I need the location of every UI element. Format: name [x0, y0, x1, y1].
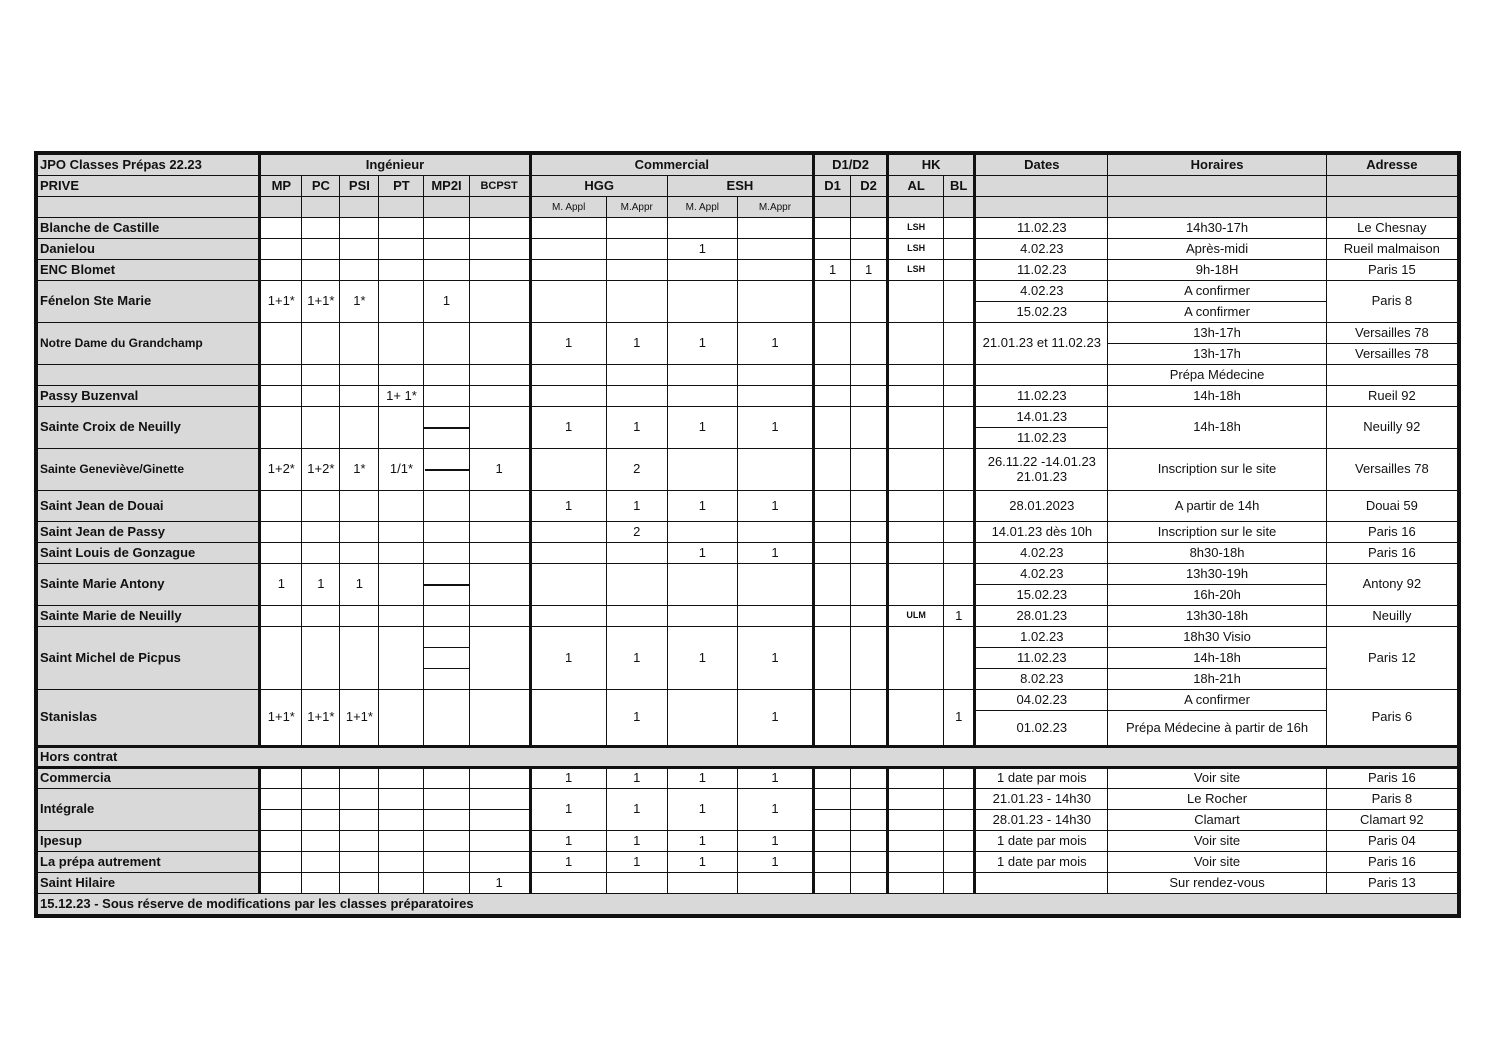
col-hgg-m-appl: M. Appl [530, 197, 606, 218]
school-name: La prépa autrement [38, 852, 260, 873]
table-row [38, 831, 1458, 852]
hours-cell: 13h30-19h [1108, 564, 1326, 585]
hours-cell: 9h-18H [1108, 260, 1326, 281]
sheet-title: JPO Classes Prépas 22.23 [38, 155, 260, 176]
col-al: AL [888, 176, 944, 197]
hours-cell: A confirmer [1108, 281, 1326, 302]
hours-cell: 14h-18h [1108, 386, 1326, 407]
hgg-m-appr-cell: 1 [606, 627, 667, 690]
school-name: Fénelon Ste Marie [38, 281, 260, 323]
bcpst-cell: 1 [469, 873, 530, 894]
hours-cell: 14h-18h [1108, 648, 1326, 669]
hours-cell: A confirmer [1108, 690, 1326, 711]
hours-cell: A partir de 14h [1108, 491, 1326, 522]
col-pt: PT [379, 176, 424, 197]
date-cell: 04.02.23 [975, 690, 1108, 711]
col-hgg-m-appr: M.Appr [606, 197, 667, 218]
school-name: Danielou [38, 239, 260, 260]
address-cell: Douai 59 [1326, 491, 1457, 522]
school-name: Sainte Marie Antony [38, 564, 260, 606]
address-cell: Le Chesnay [1326, 218, 1457, 239]
col-mp: MP [260, 176, 302, 197]
esh-m-appl-cell: 1 [667, 852, 737, 873]
hours-cell: Voir site [1108, 831, 1326, 852]
table-row [38, 606, 1458, 627]
section-row [38, 747, 1458, 768]
table-row [38, 852, 1458, 873]
mp2i-dash [424, 449, 469, 491]
school-name: Blanche de Castille [38, 218, 260, 239]
school-name: Passy Buzenval [38, 386, 260, 407]
esh-m-appr-cell: 1 [737, 852, 813, 873]
address-cell: Rueil 92 [1326, 386, 1457, 407]
hk-al-cell: LSH [888, 260, 944, 281]
hgg-m-appr-cell: 1 [606, 789, 667, 831]
date-cell: 4.02.23 [975, 543, 1108, 564]
date-cell: 1 date par mois [975, 831, 1108, 852]
hours-cell: Inscription sur le site [1108, 449, 1326, 491]
school-name: Sainte Geneviève/Ginette [38, 449, 260, 491]
col-pc: PC [302, 176, 340, 197]
esh-m-appr-cell: 1 [737, 831, 813, 852]
hours-cell: 18h30 Visio [1108, 627, 1326, 648]
address-cell: Paris 16 [1326, 522, 1457, 543]
group-d1d2: D1/D2 [814, 155, 888, 176]
table-row [38, 386, 1458, 407]
address-cell: Paris 16 [1326, 543, 1457, 564]
hours-cell: Voir site [1108, 768, 1326, 789]
table-row [38, 522, 1458, 543]
esh-m-appr-cell: 1 [737, 323, 813, 365]
pc-cell: 1+1* [302, 690, 340, 747]
d2-cell: 1 [851, 260, 888, 281]
mp-cell: 1+2* [260, 449, 302, 491]
school-name: Ipesup [38, 831, 260, 852]
table-row [38, 218, 1458, 239]
table-row [38, 449, 1458, 491]
pc-cell: 1+1* [302, 281, 340, 323]
hours-cell: Sur rendez-vous [1108, 873, 1326, 894]
mp-cell: 1+1* [260, 690, 302, 747]
esh-m-appl-cell: 1 [667, 239, 737, 260]
hk-al-cell: ULM [888, 606, 944, 627]
school-name: Notre Dame du Grandchamp [38, 323, 260, 365]
address-cell: Paris 04 [1326, 831, 1457, 852]
date-cell: 1 date par mois [975, 768, 1108, 789]
bcpst-cell: 1 [469, 449, 530, 491]
date-cell: 8.02.23 [975, 669, 1108, 690]
hours-cell: Voir site [1108, 852, 1326, 873]
hgg-m-appl-cell: 1 [530, 789, 606, 831]
hgg-m-appr-cell: 1 [606, 831, 667, 852]
hgg-m-appl-cell: 1 [530, 831, 606, 852]
table-row [38, 789, 1458, 810]
hgg-m-appr-cell: 1 [606, 852, 667, 873]
date-cell: 28.01.23 - 14h30 [975, 810, 1108, 831]
table-row [38, 768, 1458, 789]
date-cell: 26.11.22 -14.01.23 21.01.23 [975, 449, 1108, 491]
esh-m-appr-cell: 1 [737, 768, 813, 789]
school-name: Commercia [38, 768, 260, 789]
table-row [38, 564, 1458, 585]
footer-note: 15.12.23 - Sous réserve de modifications par les classes préparatoires [38, 894, 1458, 915]
esh-m-appr-cell: 1 [737, 627, 813, 690]
school-name: Sainte Croix de Neuilly [38, 407, 260, 449]
date-cell: 28.01.2023 [975, 491, 1108, 522]
section-hors-contrat: Hors contrat [38, 747, 1458, 768]
group-ingenieur: Ingénieur [260, 155, 530, 176]
hgg-m-appr-cell: 2 [606, 522, 667, 543]
col-esh-m-appr: M.Appr [737, 197, 813, 218]
hk-al-cell: LSH [888, 239, 944, 260]
col-d2: D2 [851, 176, 888, 197]
school-name: Saint Michel de Picpus [38, 627, 260, 690]
school-name: Intégrale [38, 789, 260, 831]
psi-cell: 1+1* [340, 690, 379, 747]
address-cell: Paris 15 [1326, 260, 1457, 281]
mp2i-cell: 1 [424, 281, 469, 323]
table-row [38, 873, 1458, 894]
esh-m-appr-cell: 1 [737, 491, 813, 522]
table-row [38, 491, 1458, 522]
hours-cell: 16h-20h [1108, 585, 1326, 606]
date-cell: 11.02.23 [975, 648, 1108, 669]
date-cell: 11.02.23 [975, 260, 1108, 281]
table-row [38, 543, 1458, 564]
hours-cell: 18h-21h [1108, 669, 1326, 690]
address-cell: Paris 6 [1326, 690, 1457, 747]
psi-cell: 1 [340, 564, 379, 606]
table-row [38, 281, 1458, 302]
date-cell: 11.02.23 [975, 386, 1108, 407]
col-adresse: Adresse [1326, 155, 1457, 176]
table-row [38, 260, 1458, 281]
address-cell: Versailles 78 [1326, 344, 1457, 365]
hours-cell: 13h30-18h [1108, 606, 1326, 627]
address-cell: Paris 13 [1326, 873, 1457, 894]
hk-al-cell: LSH [888, 218, 944, 239]
date-cell: 21.01.23 - 14h30 [975, 789, 1108, 810]
hours-cell: 14h-18h [1108, 407, 1326, 449]
mp-cell: 1 [260, 564, 302, 606]
hours-cell: Prépa Médecine à partir de 16h [1108, 711, 1326, 747]
school-name: Stanislas [38, 690, 260, 747]
address-cell: Antony 92 [1326, 564, 1457, 606]
hgg-m-appl-cell: 1 [530, 627, 606, 690]
school-name: Saint Jean de Passy [38, 522, 260, 543]
col-esh: ESH [667, 176, 813, 197]
pt-cell: 1/1* [379, 449, 424, 491]
address-cell: Rueil malmaison [1326, 239, 1457, 260]
esh-m-appr-cell: 1 [737, 690, 813, 747]
hours-cell: Après-midi [1108, 239, 1326, 260]
date-cell: 11.02.23 [975, 428, 1108, 449]
hgg-m-appl-cell: 1 [530, 491, 606, 522]
date-cell: 28.01.23 [975, 606, 1108, 627]
date-cell: 1.02.23 [975, 627, 1108, 648]
esh-m-appl-cell: 1 [667, 407, 737, 449]
hgg-m-appl-cell: 1 [530, 852, 606, 873]
date-cell: 15.02.23 [975, 585, 1108, 606]
col-d1: D1 [814, 176, 851, 197]
col-bl: BL [944, 176, 975, 197]
hours-cell: Prépa Médecine [1108, 365, 1326, 386]
date-cell: 4.02.23 [975, 564, 1108, 585]
col-horaires: Horaires [1108, 155, 1326, 176]
psi-cell: 1* [340, 281, 379, 323]
school-name: Saint Louis de Gonzague [38, 543, 260, 564]
hgg-m-appr-cell: 1 [606, 323, 667, 365]
table-row [38, 627, 1458, 648]
address-cell: Paris 8 [1326, 789, 1457, 810]
hours-cell: 14h30-17h [1108, 218, 1326, 239]
school-name: Sainte Marie de Neuilly [38, 606, 260, 627]
hours-cell: Inscription sur le site [1108, 522, 1326, 543]
hgg-m-appl-cell: 1 [530, 407, 606, 449]
d1-cell: 1 [814, 260, 851, 281]
jpo-table [34, 151, 1461, 918]
date-cell: 15.02.23 [975, 302, 1108, 323]
hours-cell: 13h-17h [1108, 344, 1326, 365]
hours-cell: 8h30-18h [1108, 543, 1326, 564]
address-cell: Versailles 78 [1326, 449, 1457, 491]
group-commercial: Commercial [530, 155, 813, 176]
date-cell: 21.01.23 et 11.02.23 [975, 323, 1108, 365]
pt-cell: 1+ 1* [379, 386, 424, 407]
sheet-subtitle: PRIVE [38, 176, 260, 197]
hgg-m-appl-cell: 1 [530, 768, 606, 789]
hours-cell: 13h-17h [1108, 323, 1326, 344]
pc-cell: 1+2* [302, 449, 340, 491]
date-cell: 4.02.23 [975, 281, 1108, 302]
table-row [38, 407, 1458, 428]
date-cell: 14.01.23 [975, 407, 1108, 428]
hk-bl-cell: 1 [944, 606, 975, 627]
esh-m-appl-cell: 1 [667, 491, 737, 522]
hours-cell: A confirmer [1108, 302, 1326, 323]
col-dates: Dates [975, 155, 1108, 176]
hgg-m-appr-cell: 1 [606, 407, 667, 449]
table-row [38, 323, 1458, 344]
date-cell: 11.02.23 [975, 218, 1108, 239]
date-cell: 1 date par mois [975, 852, 1108, 873]
pc-cell: 1 [302, 564, 340, 606]
hours-cell: Clamart [1108, 810, 1326, 831]
date-cell: 01.02.23 [975, 711, 1108, 747]
esh-m-appl-cell: 1 [667, 831, 737, 852]
esh-m-appr-cell: 1 [737, 407, 813, 449]
address-cell: Versailles 78 [1326, 323, 1457, 344]
hgg-m-appr-cell: 2 [606, 449, 667, 491]
esh-m-appl-cell: 1 [667, 627, 737, 690]
date-cell: 14.01.23 dès 10h [975, 522, 1108, 543]
col-hgg: HGG [530, 176, 667, 197]
hours-cell: Le Rocher [1108, 789, 1326, 810]
col-psi: PSI [340, 176, 379, 197]
col-mp2i: MP2I [424, 176, 469, 197]
group-hk: HK [888, 155, 975, 176]
table-row [38, 239, 1458, 260]
hgg-m-appr-cell: 1 [606, 491, 667, 522]
address-cell: Neuilly [1326, 606, 1457, 627]
esh-m-appr-cell: 1 [737, 789, 813, 831]
hgg-m-appr-cell: 1 [606, 768, 667, 789]
hgg-m-appr-cell: 1 [606, 690, 667, 747]
address-cell: Paris 8 [1326, 281, 1457, 323]
esh-m-appl-cell: 1 [667, 768, 737, 789]
esh-m-appl-cell: 1 [667, 543, 737, 564]
psi-cell: 1* [340, 449, 379, 491]
school-name: Saint Hilaire [38, 873, 260, 894]
esh-m-appr-cell: 1 [737, 543, 813, 564]
address-cell: Neuilly 92 [1326, 407, 1457, 449]
esh-m-appl-cell: 1 [667, 323, 737, 365]
school-name: ENC Blomet [38, 260, 260, 281]
address-cell: Clamart 92 [1326, 810, 1457, 831]
esh-m-appl-cell: 1 [667, 789, 737, 831]
address-cell: Paris 16 [1326, 768, 1457, 789]
address-cell: Paris 16 [1326, 852, 1457, 873]
date-cell: 4.02.23 [975, 239, 1108, 260]
hk-bl-cell: 1 [944, 690, 975, 747]
col-bcpst: BCPST [469, 176, 530, 197]
col-esh-m-appl: M. Appl [667, 197, 737, 218]
hgg-m-appl-cell: 1 [530, 323, 606, 365]
mp-cell: 1+1* [260, 281, 302, 323]
address-cell: Paris 12 [1326, 627, 1457, 690]
table-row [38, 690, 1458, 711]
school-name: Saint Jean de Douai [38, 491, 260, 522]
